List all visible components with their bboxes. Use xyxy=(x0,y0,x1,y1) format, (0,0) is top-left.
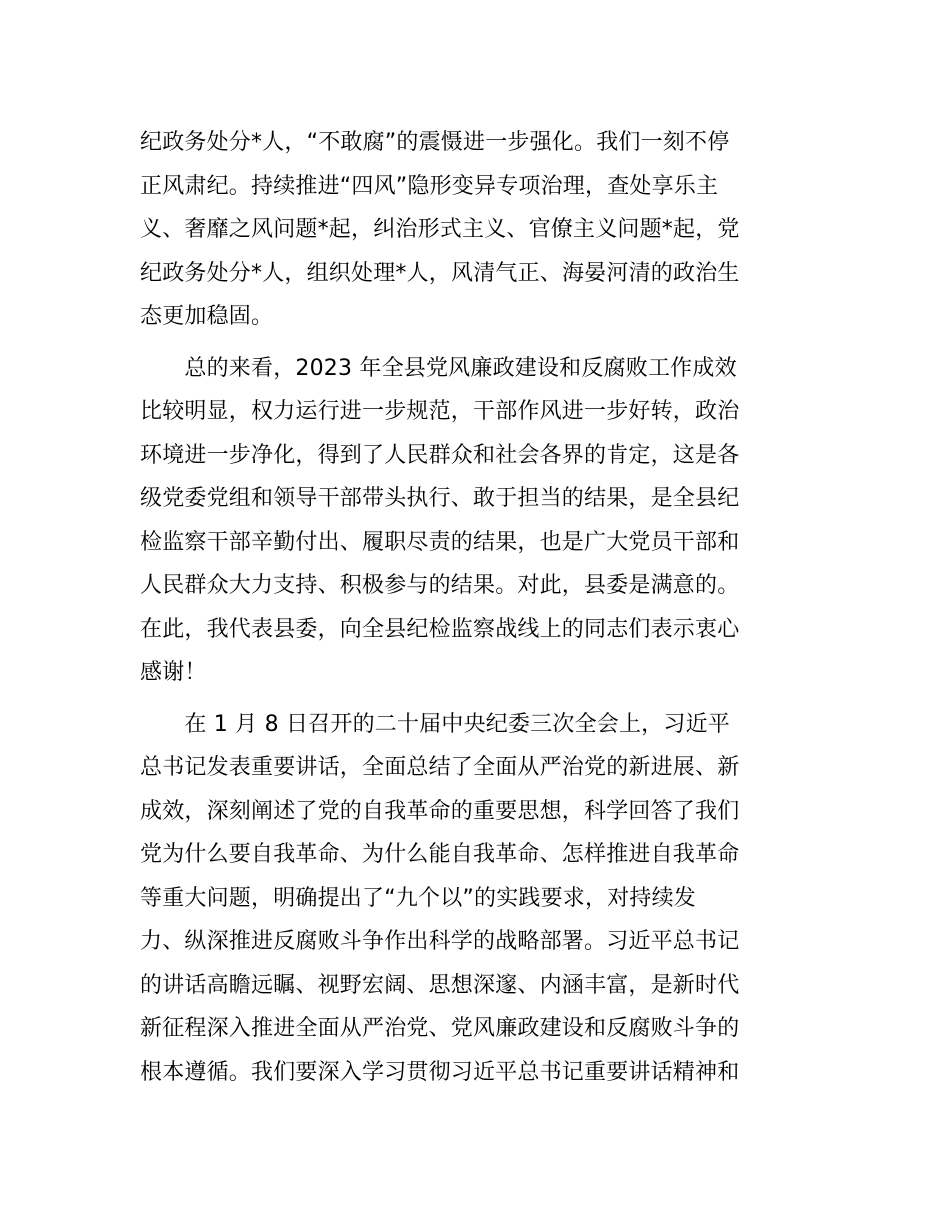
text-line: 感谢！ xyxy=(140,660,207,685)
text-line: 纪政务处分*人，“不敢腐”的震慑进一步强化。我们一刻不停 xyxy=(140,130,730,155)
text-line: 人民群众大力支持、积极参与的结果。对此，县委是满意的。 xyxy=(140,573,740,598)
text-line: 态更加稳固。 xyxy=(140,304,274,329)
text-line: 总的来看，2023 年全县党风廉政建设和反腐败工作成效 xyxy=(140,355,737,381)
text-line: 比较明显，权力运行进一步规范，干部作风进一步好转，政治 xyxy=(140,399,740,424)
text-line: 根本遵循。我们要深入学习贯彻习近平总书记重要讲话精神和 xyxy=(140,1059,740,1085)
text-line: 级党委党组和领导干部带头执行、敢于担当的结果，是全县纪 xyxy=(140,486,740,511)
text-line: 在此，我代表县委，向全县纪检监察战线上的同志们表示衷心 xyxy=(140,616,740,642)
text-line: 成效，深刻阐述了党的自我革命的重要思想，科学回答了我们 xyxy=(140,798,740,824)
document-page xyxy=(140,121,812,1094)
paragraph-spacer xyxy=(140,695,812,703)
text-line: 党为什么要自我革命、为什么能自我革命、怎样推进自我革命 xyxy=(140,842,740,867)
text-line: 新征程深入推进全面从严治党、党风廉政建设和反腐败斗争的 xyxy=(140,1016,740,1041)
paragraph-spacer xyxy=(140,339,812,347)
text-line: 环境进一步净化，得到了人民群众和社会各界的肯定，这是各 xyxy=(140,442,740,468)
paragraph-2 xyxy=(140,347,812,695)
text-line: 等重大问题，明确提出了“九个以”的实践要求，对持续发 xyxy=(140,885,696,911)
text-line: 在 1 月 8 日召开的二十届中央纪委三次全会上，习近平 xyxy=(140,711,730,737)
paragraph-3 xyxy=(140,703,812,1095)
paragraph-1 xyxy=(140,121,812,339)
text-line: 义、奢靡之风问题*起，纠治形式主义、官僚主义问题*起，党 xyxy=(140,217,740,242)
text-line: 纪政务处分*人，组织处理*人，风清气正、海晏河清的政治生 xyxy=(140,260,740,286)
text-line: 总书记发表重要讲话，全面总结了全面从严治党的新进展、新 xyxy=(140,755,740,780)
text-line: 检监察干部辛勤付出、履职尽责的结果，也是广大党员干部和 xyxy=(140,529,740,555)
text-line: 的讲话高瞻远瞩、视野宏阔、思想深邃、内涵丰富，是新时代 xyxy=(140,972,740,998)
text-line: 正风肃纪。持续推进“四风”隐形变异专项治理，查处享乐主 xyxy=(140,173,719,199)
text-line: 力、纵深推进反腐败斗争作出科学的战略部署。习近平总书记 xyxy=(140,929,740,954)
